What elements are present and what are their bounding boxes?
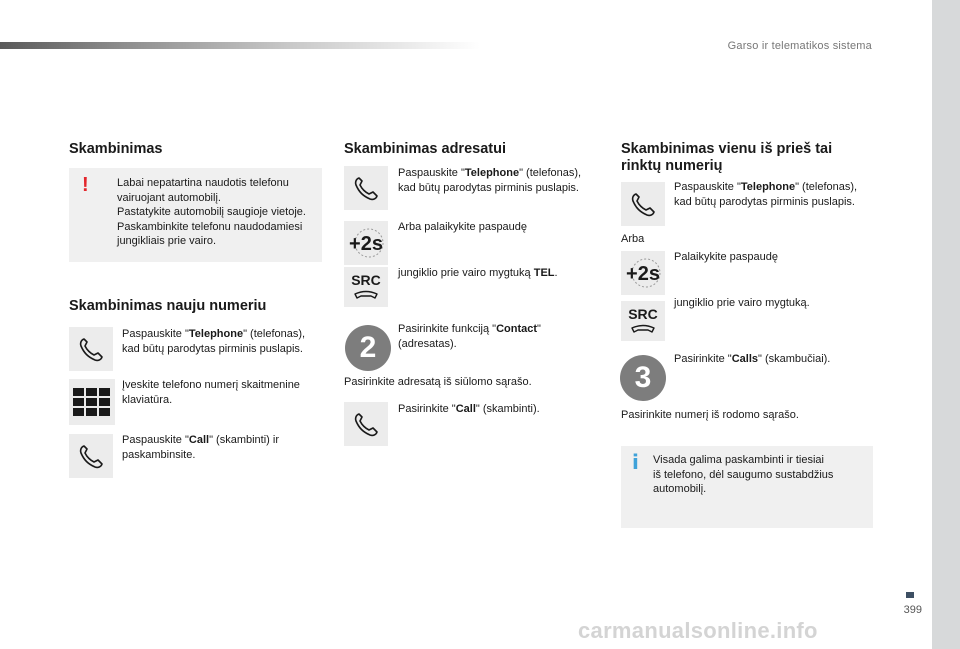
section-header-title: Garso ir telematikos sistema	[727, 40, 872, 52]
step-3-badge: 3	[620, 355, 666, 401]
col2-step3-text: jungiklio prie vairo mygtuką TEL.	[398, 267, 558, 279]
svg-text:SRC: SRC	[628, 306, 658, 322]
col3-or-text: Arba	[621, 233, 645, 245]
col1-title: Skambinimas	[69, 141, 163, 157]
col2-step1-text: Paspauskite "Telephone" (telefonas), kad būtų parodytas pirminis puslapis.	[398, 167, 582, 194]
col3-step4-text: Pasirinkite "Calls" (skambučiai).	[674, 353, 831, 365]
hold-2s-icon	[621, 251, 665, 295]
col3-step1-text: Paspauskite "Telephone" (telefonas), kad būtų parodytas pirminis puslapis.	[674, 181, 858, 208]
telephone-icon-tile	[69, 327, 113, 371]
page-marker	[906, 592, 914, 598]
hold-2s-icon	[344, 221, 388, 265]
col2-step5-text: Pasirinkite adresatą iš siūlomo sąrašo.	[344, 376, 532, 388]
watermark: carmanualsonline.info	[578, 618, 818, 643]
col1-step2-text: Įveskite telefono numerį skaitmenine klaviatūra.	[122, 379, 300, 406]
telephone-icon-tile	[344, 166, 388, 210]
info-icon: i	[632, 450, 639, 474]
col1-section2-title: Skambinimas nauju numeriu	[69, 298, 267, 314]
warning-icon: !	[82, 174, 89, 196]
call-icon-tile	[69, 434, 113, 478]
warning-text: Labai nepatartina naudotis telefonu vairuojant automobilį. Pastatykite automobilį saugioje vietoje. Paskambinkite telefonu naudodamiesi jungikliais prie vairo.	[117, 177, 306, 247]
col1-step1-text: Paspauskite "Telephone" (telefonas), kad būtų parodytas pirminis puslapis.	[122, 328, 306, 355]
col2-title: Skambinimas adresatui	[344, 141, 506, 157]
keypad-icon	[72, 386, 112, 418]
keypad-icon-tile	[69, 379, 115, 425]
call-icon-tile	[344, 402, 388, 446]
hold-2s-icon-tile	[344, 221, 388, 265]
col3-title: Skambinimas vienu iš prieš tai rinktų numerių	[621, 141, 833, 174]
handset-icon	[351, 409, 381, 439]
handset-icon	[76, 334, 106, 364]
col3-step3-text: jungiklio prie vairo mygtuką.	[674, 297, 810, 309]
src-button-icon	[623, 304, 663, 338]
header-gradient-bar	[0, 42, 480, 49]
src-button-icon-tile	[621, 301, 665, 341]
side-bar	[932, 0, 960, 649]
handset-icon	[628, 189, 658, 219]
col3-step5-text: Pasirinkite numerį iš rodomo sąrašo.	[621, 409, 799, 421]
page-number: 399	[903, 604, 922, 616]
telephone-icon-tile	[621, 182, 665, 226]
handset-icon	[351, 173, 381, 203]
col2-step4-text: Pasirinkite funkciją "Contact" (adresatas).	[398, 323, 541, 350]
col3-step2-text: Palaikykite paspaudę	[674, 251, 778, 263]
src-button-icon-tile	[344, 267, 388, 307]
hold-2s-icon-tile	[621, 251, 665, 295]
col1-step3-text: Paspauskite "Call" (skambinti) ir paskambinsite.	[122, 434, 279, 461]
col2-step2-text: Arba palaikykite paspaudę	[398, 221, 528, 233]
step-2-badge: 2	[345, 325, 391, 371]
svg-text:SRC: SRC	[351, 272, 381, 288]
col2-step6-text: Pasirinkite "Call" (skambinti).	[398, 403, 540, 415]
svg-text:+2s: +2s	[349, 233, 383, 255]
info-text: Visada galima paskambinti ir tiesiai iš telefono, dėl saugumo sustabdžius automobilį.	[653, 454, 834, 495]
svg-text:+2s: +2s	[626, 263, 660, 285]
handset-icon	[76, 441, 106, 471]
src-button-icon	[346, 270, 386, 304]
